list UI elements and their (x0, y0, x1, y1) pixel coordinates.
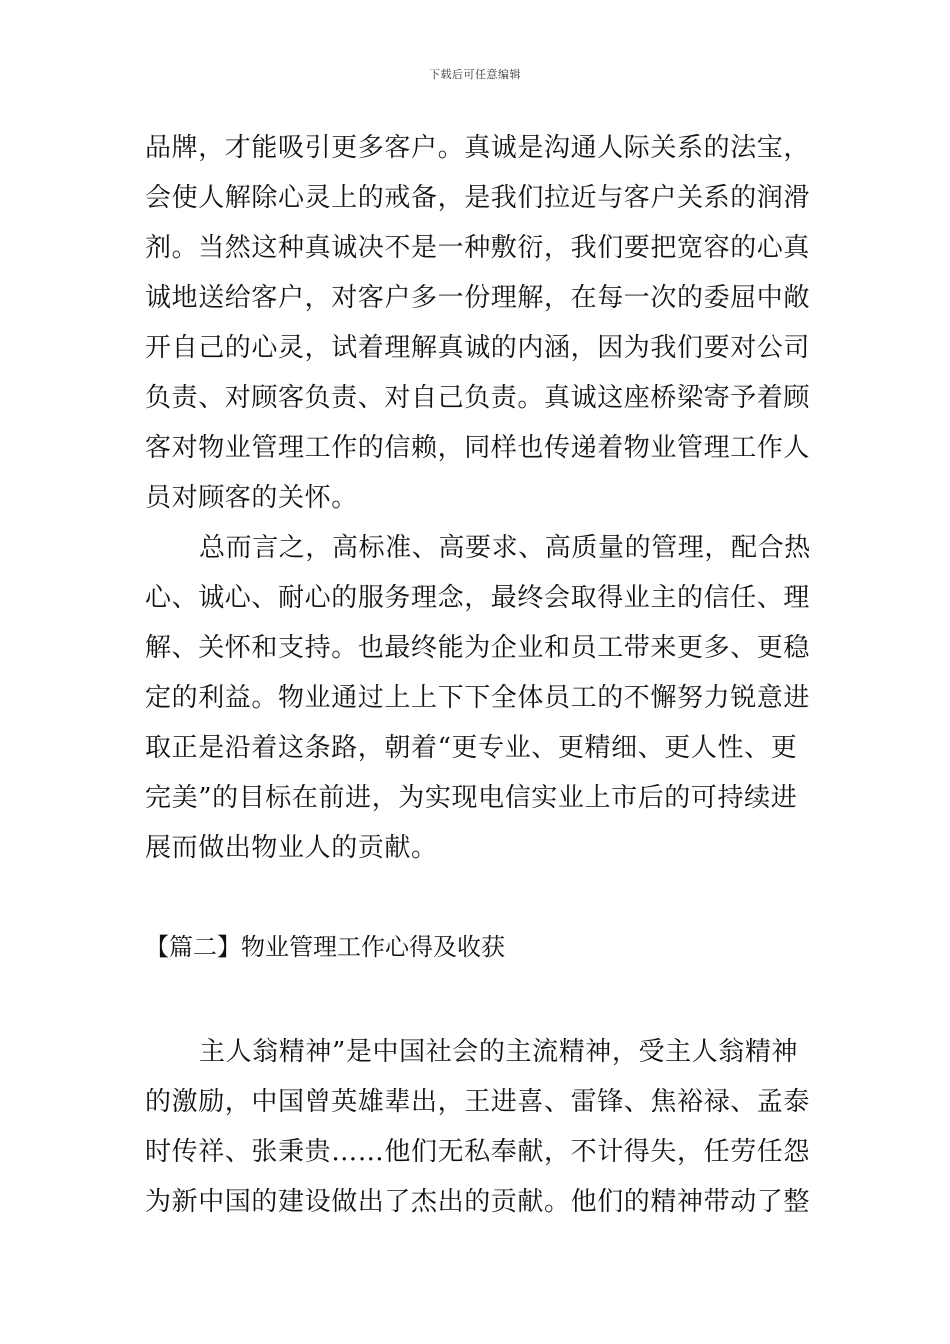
text-line: 会使人解除心灵上的戒备，是我们拉近与客户关系的润滑 (145, 183, 811, 213)
text-line: 的激励，中国曾英雄辈出，王进喜、雷锋、焦裕禄、孟泰 (145, 1087, 811, 1117)
text-line: 员对顾客的关怀。 (145, 483, 358, 513)
text-line: 解、关怀和支持。也最终能为企业和员工带来更多、更稳 (145, 633, 811, 663)
text-line: 剂。当然这种真诚决不是一种敷衍，我们要把宽容的心真 (145, 233, 811, 263)
document-body (145, 128, 811, 878)
text-line: 定的利益。物业通过上上下下全体员工的不懈努力锐意进 (145, 683, 811, 713)
text-line: 客对物业管理工作的信赖，同样也传递着物业管理工作人 (145, 433, 811, 463)
header-note: 下载后可任意编辑 (429, 68, 521, 81)
text-line: 总而言之，高标准、高要求、高质量的管理，配合热 (199, 533, 811, 563)
text-line: 诚地送给客户，对客户多一份理解，在每一次的委屈中敞 (145, 283, 811, 313)
text-line: 主人翁精神”是中国社会的主流精神，受主人翁精神 (199, 1037, 799, 1067)
paragraph (145, 1032, 811, 1232)
text-line: 时传祥、张秉贵……他们无私奉献，不计得失，任劳任怨 (145, 1137, 811, 1167)
text-line: 取正是沿着这条路，朝着“更专业、更精细、更人性、更 (145, 733, 798, 763)
text-line: 品牌，才能吸引更多客户。真诚是沟通人际关系的法宝， (145, 133, 811, 163)
section-heading: 【篇二】物业管理工作心得及收获 (145, 933, 505, 961)
text-line: 为新中国的建设做出了杰出的贡献。他们的精神带动了整 (145, 1187, 811, 1217)
text-line: 展而做出物业人的贡献。 (145, 833, 438, 863)
text-line: 心、诚心、耐心的服务理念，最终会取得业主的信任、理 (145, 583, 811, 613)
text-line: 完美”的目标在前进，为实现电信实业上市后的可持续进 (145, 783, 798, 813)
paragraph (145, 128, 811, 528)
document-body-continued (145, 1032, 811, 1232)
paragraph (145, 528, 811, 878)
text-line: 负责、对顾客负责、对自己负责。真诚这座桥梁寄予着顾 (145, 383, 811, 413)
text-line: 开自己的心灵，试着理解真诚的内涵，因为我们要对公司 (145, 333, 811, 363)
